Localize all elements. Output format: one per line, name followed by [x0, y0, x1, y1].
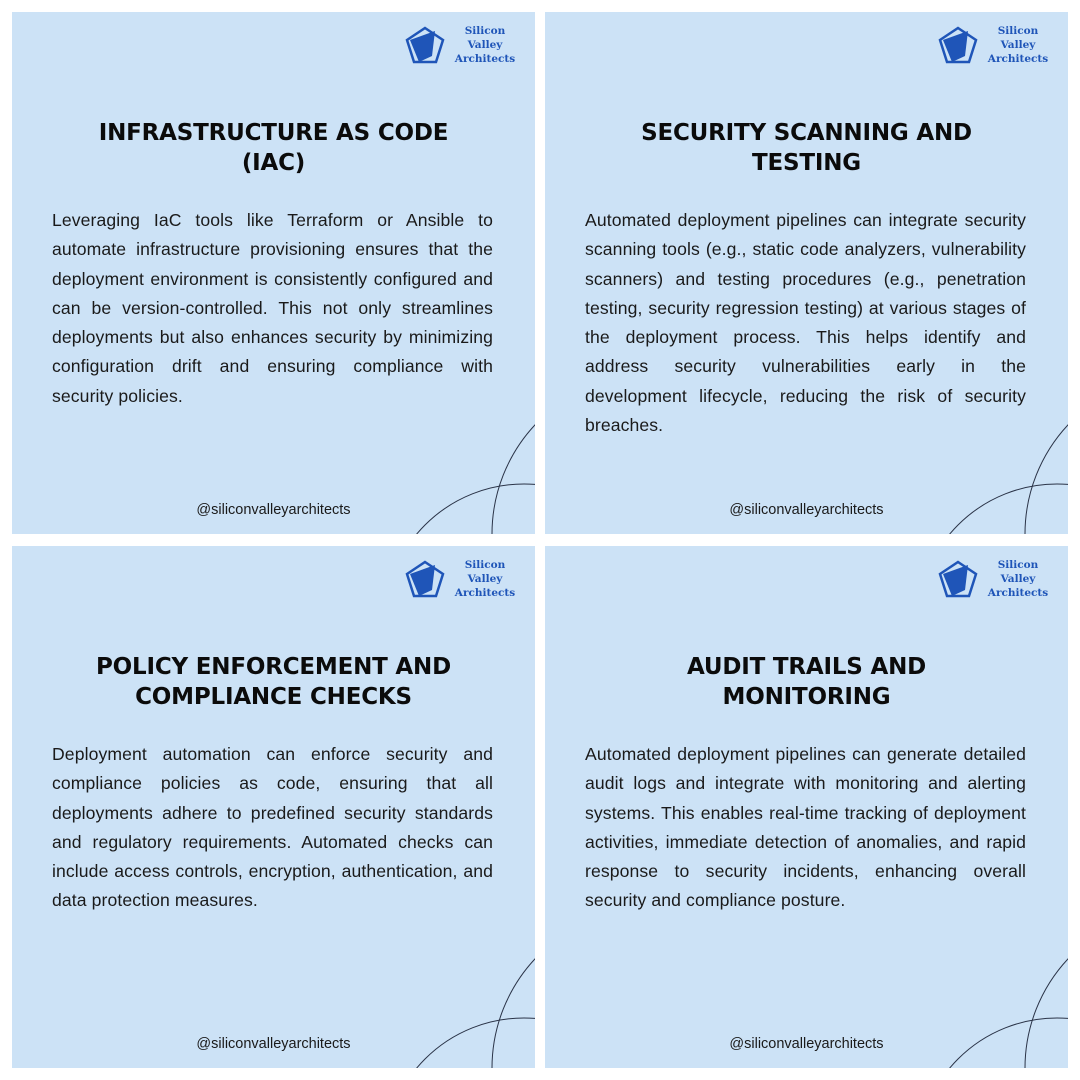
slide-title: SECURITY SCANNING AND TESTING	[641, 120, 972, 176]
brand-name: Silicon Valley Architects	[987, 559, 1049, 599]
slide-body: Automated deployment pipelines can generate detailed audit logs and integrate with monitoring and alerting systems. This enables real-time tracking of deployment activities, immediate detection of anomalies, and rapid response to security incidents, enhancing overall security and compliance posture.	[585, 744, 1026, 911]
slide-title: POLICY ENFORCEMENT AND COMPLIANCE CHECKS	[96, 654, 451, 710]
slide-title: AUDIT TRAILS AND MONITORING	[686, 654, 927, 710]
slide-card-iac	[12, 12, 535, 534]
slide-card-policy-enforcement	[12, 546, 535, 1068]
slide-card-security-scanning	[545, 12, 1068, 534]
social-handle: @siliconvalleyarchitects	[196, 502, 351, 518]
slide-body: Automated deployment pipelines can integrate security scanning tools (e.g., static code analyzers, vulnerability scanners) and testing procedures (e.g., penetration testing, security regression testing) at various stages of the deployment process. This helps identify and address security vulnerabilities early in the development lifecycle, reducing the risk of security breaches.	[585, 210, 1026, 436]
slide-card-audit-trails	[545, 546, 1068, 1068]
brand-name: Silicon Valley Architects	[987, 25, 1049, 65]
pentagon-logo-icon	[405, 560, 445, 598]
slide-body: Leveraging IaC tools like Terraform or Ansible to automate infrastructure provisioning ensures that the deployment environment is consistently configured and can be version-controlled. This not only streamlines deployments but also enhances security by minimizing configuration drift and ensuring compliance with security policies.	[52, 210, 493, 406]
slide-title: INFRASTRUCTURE AS CODE (IAC)	[98, 120, 449, 176]
social-handle: @siliconvalleyarchitects	[729, 502, 884, 518]
brand-logo	[405, 24, 521, 66]
social-handle: @siliconvalleyarchitects	[729, 1036, 884, 1052]
brand-name: Silicon Valley Architects	[454, 25, 516, 65]
pentagon-logo-icon	[938, 26, 978, 64]
brand-logo	[405, 558, 521, 600]
brand-logo	[938, 24, 1054, 66]
brand-logo	[938, 558, 1054, 600]
brand-name: Silicon Valley Architects	[454, 559, 516, 599]
pentagon-logo-icon	[938, 560, 978, 598]
social-handle: @siliconvalleyarchitects	[196, 1036, 351, 1052]
pentagon-logo-icon	[405, 26, 445, 64]
slide-body: Deployment automation can enforce security and compliance policies as code, ensuring that all deployments adhere to predefined security standards and regulatory requirements. Automated checks can include access controls, encryption, authentication, and data protection measures.	[52, 744, 493, 911]
